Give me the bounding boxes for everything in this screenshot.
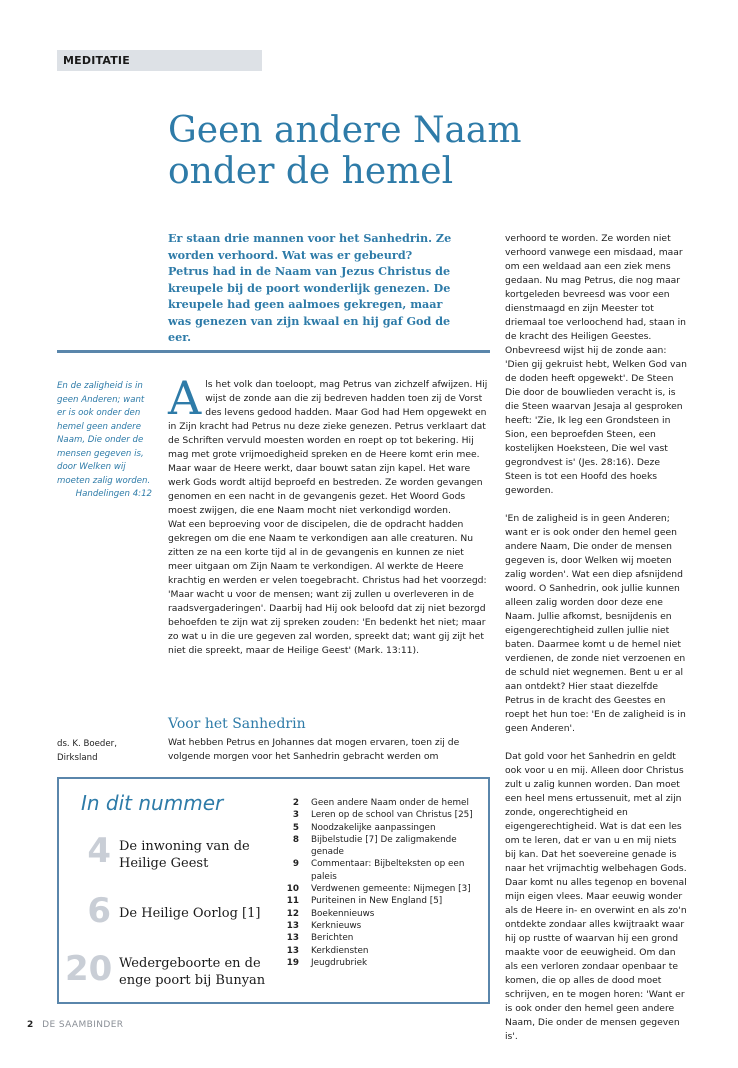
body-paragraph: Als het volk dan toeloopt, mag Petrus van zichzelf afwijzen. Hij wijst de zonde aan die zij bedreven hadden toen zij de Vorst des levens gedood hadden. Maar God had Hem opgewekt en in Zijn kracht had Petrus nu deze zieke genezen. Petrus verklaart dat de Schriften vervuld moesten worden en roept op tot bekering. Hij mag met grote vrijmoedigheid spreken en de Heere komt erin mee. Maar waar de Heere werkt, daar bouwt satan zijn kapel. Het ware werk Gods wordt altijd beproefd en bestreden. Ze worden gevangen genomen en een nacht in de gevangenis gezet. Het Woord Gods moest zwijgen, die ene Naam mocht niet verkondigd worden. bbox=[168, 371, 488, 516]
toc-title: In dit nummer bbox=[81, 791, 224, 815]
feature-title: De inwoning van de Heilige Geest bbox=[119, 839, 250, 871]
author-name: ds. K. Boeder, bbox=[57, 739, 117, 749]
quote-text: En de zaligheid is in geen Anderen; want er is ook onder den hemel geen andere Naam, Die onder de mensen gegeven is, door Welken wij moeten zalig worden. bbox=[57, 381, 151, 486]
author-location: Dirksland bbox=[57, 753, 98, 763]
toc-item[interactable]: 19 Jeugdrubriek bbox=[286, 957, 368, 968]
article-title bbox=[168, 110, 688, 192]
pull-quote bbox=[57, 380, 152, 502]
toc-item[interactable]: 8 Bijbelstudie [7] De zaligmakende genade bbox=[292, 834, 457, 858]
feature-page-number: 6 bbox=[87, 891, 111, 931]
feature-page-number: 4 bbox=[87, 831, 111, 871]
section-label: MEDITATIE bbox=[57, 50, 262, 71]
quote-reference: Handelingen 4:12 bbox=[75, 489, 152, 499]
table-of-contents bbox=[57, 777, 490, 1004]
body-paragraph: Wat hebben Petrus en Johannes dat mogen ervaren, toen zij de volgende morgen voor het Sanhedrin gebracht werden om bbox=[168, 737, 460, 762]
toc-item[interactable]: 11 Puriteinen in New England [5] bbox=[286, 896, 443, 907]
page-number: 2 bbox=[27, 1020, 34, 1030]
page-footer bbox=[27, 1020, 123, 1030]
feature-page-number: 20 bbox=[65, 949, 113, 989]
drop-cap: A bbox=[168, 371, 202, 425]
toc-item[interactable]: 13 Berichten bbox=[286, 933, 354, 944]
toc-item[interactable]: 9 Commentaar: Bijbelteksten op een paleis bbox=[292, 859, 465, 882]
article-column-right bbox=[505, 232, 687, 1058]
intro-paragraph: Er staan drie mannen voor het Sanhedrin. Ze worden verhoord. Wat was er gebeurd? bbox=[168, 231, 452, 262]
title-line-2: onder de hemel bbox=[168, 151, 454, 192]
toc-item[interactable]: 13 Kerknieuws bbox=[286, 920, 362, 931]
article-body bbox=[168, 371, 490, 658]
toc-list bbox=[273, 797, 483, 969]
feature-title: Wedergeboorte en de enge poort bij Bunyan bbox=[119, 956, 266, 988]
intro-lead bbox=[168, 230, 468, 346]
author-credit bbox=[57, 737, 117, 765]
body-paragraph: Dat gold voor het Sanhedrin en geldt ook voor u en mij. Alleen door Christus zult u zalig kunnen worden. Dan moet een heel mens ertussenuit, met al zijn zonde, ongerechtigheid en eigengerechtigheid. Wat is dat een les om te leren, dat er van u en mij niets bij kan. Dat het soevereine genade is naar het vrijmachtig welbehagen Gods. Daar komt nu alles tegenop en bovenal mijn eigen vlees. Maar eeuwig wonder als de Heere in- en overwint en als zo'n ontdekte zondaar alles kwijtraakt waar hij op rustte of waarvan hij een grond maakte voor de eeuwigheid. Om dan als een verloren zondaar openbaar te komen, die op alles de dood moet schrijven, en te mogen horen: 'Want er is ook onder den hemel geen andere Naam, Die onder de mensen gegeven is'. bbox=[505, 751, 687, 1042]
magazine-name: DE SAAMBINDER bbox=[42, 1020, 124, 1030]
toc-item[interactable]: 2 Geen andere Naam onder de hemel bbox=[292, 798, 469, 808]
body-paragraph: Wat een beproeving voor de discipelen, die de opdracht hadden gekregen om die ene Naam te verkondigen aan alle creaturen. Nu zitten ze na een korte tijd al in de gevangenis en kunnen ze niet meer uitgaan om Zijn Naam te verkondigen. Al werkte de Heere krachtig en werden er velen toegebracht. Christus had het voorzegd: 'Maar wacht u voor de mensen; want zij zullen u overleveren in de raadsvergaderingen'. Daarbij had Hij ook beloofd dat zij niet bezorgd behoefden te zijn wat zij spreken zouden: 'En bedenkt het niet; maar zo wat u in die ure gegeven zal worden, spreekt dat; want gij zijt het niet die spreekt, maar de Heilige Geest' (Mark. 13:11). bbox=[168, 519, 487, 656]
toc-item[interactable]: 3 Leren op de school van Christus [25] bbox=[292, 810, 473, 821]
feature-title: De Heilige Oorlog [1] bbox=[119, 906, 261, 921]
toc-item[interactable]: 13 Kerkdiensten bbox=[286, 945, 369, 956]
divider bbox=[57, 350, 490, 353]
toc-item[interactable]: 12 Boekennieuws bbox=[286, 908, 375, 919]
subheading: Voor het Sanhedrin bbox=[168, 716, 306, 732]
body-paragraph: verhoord te worden. Ze worden niet verhoord vanwege een misdaad, maar om een weldaad aan een ziek mens gedaan. Nu mag Petrus, die nog maar kortgeleden bevreesd was voor een dienstmaagd en zijn Meester tot driemaal toe verloochend had, staan in de kracht des Heiligen Geestes. Onbevreesd wijst hij de zonde aan: 'Dien gij gekruist hebt, Welken God van de doden heeft opgewekt'. De Steen Die door de bouwlieden veracht is, is die Steen waarvan Jesaja al gesproken heeft: 'Zie, Ik leg een Grondsteen in Sion, een beproefden Steen, een kostelijken Hoeksteen, Die wel vast gegrondvest is' (Jes. 28:16). Deze Steen is tot een Hoofd des hoeks geworden. bbox=[505, 233, 687, 496]
body-paragraph: 'En de zaligheid is in geen Anderen; want er is ook onder den hemel geen andere Naam, Die onder de mensen gegeven is, door Welken wij moeten zalig worden'. Wat een diep afsnijdend woord. O Sanhedrin, ook jullie kunnen alleen zalig worden door deze ene Naam. Jullie afkomst, besnijdenis en eigengerechtigheid zullen jullie niet baten. Daarmee komt u de hemel niet verdienen, de zonde niet verzoenen en de schuld niet wegnemen. Bent u er al aan ontdekt? Hier staat diezelfde Petrus in de kracht des Geestes en roept het hun toe: 'En de zaligheid is in geen Anderen'. bbox=[505, 513, 686, 734]
toc-item[interactable]: 5 Noodzakelijke aanpassingen bbox=[292, 822, 436, 833]
toc-item[interactable]: 10 Verdwenen gemeente: Nijmegen [3] bbox=[286, 884, 471, 895]
title-line-1: Geen andere Naam bbox=[168, 110, 522, 151]
intro-paragraph: Petrus had in de Naam van Jezus Christus de kreupele bij de poort wonderlijk genezen. De kreupele had geen aalmoes gekregen, maar was genezen van zijn kwaal en hij gaf God de eer. bbox=[168, 264, 451, 344]
